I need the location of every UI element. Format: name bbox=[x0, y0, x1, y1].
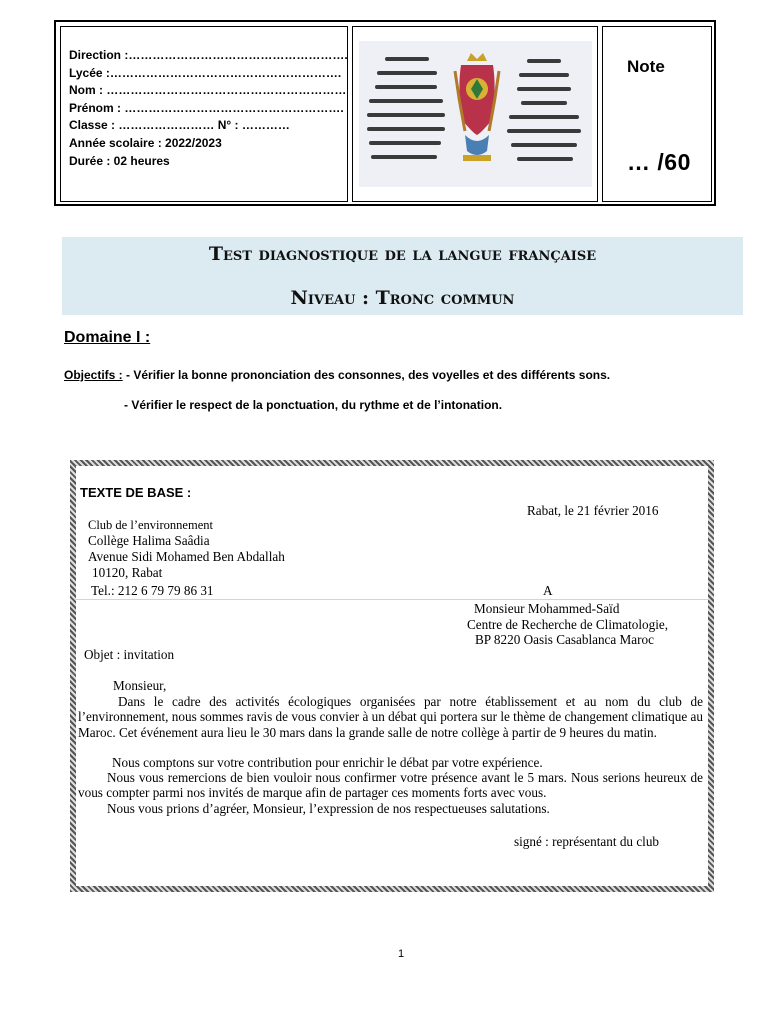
student-info-lines bbox=[69, 47, 348, 170]
recipient-to-label: A bbox=[543, 583, 553, 598]
letter-object: Objet : invitation bbox=[84, 647, 175, 662]
recipient-line: Monsieur Mohammed-Saïd bbox=[474, 601, 620, 616]
test-title: Test diagnostique de la langue française bbox=[208, 243, 597, 265]
note-label: Note bbox=[627, 57, 665, 76]
student-info-cell bbox=[60, 26, 348, 202]
objective-item-2: - Vérifier le respect de la ponctuation, du rythme et de l’intonation. bbox=[124, 398, 503, 412]
classe-line: Classe : …………………… N° : ………… bbox=[69, 118, 290, 133]
objective-item-1: - Vérifier la bonne prononciation des consonnes, des voyelles et des différents sons. bbox=[122, 368, 611, 382]
header-table bbox=[54, 20, 716, 206]
sender-line: Collège Halima Saâdia bbox=[88, 533, 210, 548]
page-number: 1 bbox=[398, 948, 405, 960]
divider bbox=[76, 599, 710, 600]
lycee-line: Lycée :…………………………………………………. bbox=[69, 65, 342, 80]
ministry-logo-cell bbox=[352, 26, 598, 202]
prenom-line: Prénom : ………………………………………………. bbox=[69, 100, 344, 115]
letter-paragraph: Nous vous prions d’agréer, Monsieur, l’expression de nos respectueuses salutations. bbox=[107, 801, 550, 816]
objectives-label: Objectifs : bbox=[64, 368, 123, 382]
sender-line: Tel.: 212 6 79 79 86 31 bbox=[91, 583, 214, 598]
coat-of-arms-icon bbox=[453, 51, 501, 169]
objectives-line-1 bbox=[64, 368, 610, 382]
recipient-line: BP 8220 Oasis Casablanca Maroc bbox=[475, 632, 654, 647]
letter-date: Rabat, le 21 février 2016 bbox=[527, 503, 659, 518]
title-band bbox=[62, 237, 743, 315]
note-cell bbox=[602, 26, 712, 202]
duree-line: Durée : 02 heures bbox=[69, 153, 170, 168]
sender-line: 10120, Rabat bbox=[92, 565, 163, 580]
direction-line: Direction :………………………………………………. bbox=[69, 48, 348, 62]
note-score: … /60 bbox=[627, 149, 691, 175]
letter-salutation: Monsieur, bbox=[113, 678, 167, 693]
annee-line: Année scolaire : 2022/2023 bbox=[69, 135, 222, 150]
level-title: Niveau : Tronc commun bbox=[290, 287, 515, 309]
letter-heading: TEXTE DE BASE : bbox=[80, 485, 192, 500]
sender-line: Avenue Sidi Mohamed Ben Abdallah bbox=[88, 549, 285, 564]
letter-signature: signé : représentant du club bbox=[514, 834, 660, 849]
letter-paragraph: Nous vous remercions de bien vouloir nous confirmer votre présence avant le 5 mars. Nous serions heureux de vous compter parmi nos invités de marque afin de partager ces moments forts avec vous. bbox=[78, 770, 703, 801]
nom-line: Nom : …………………………………………………… bbox=[69, 83, 347, 98]
domain-heading: Domaine I : bbox=[64, 329, 151, 346]
recipient-line: Centre de Recherche de Climatologie, bbox=[467, 617, 669, 632]
ministry-logo bbox=[359, 41, 592, 187]
letter-paragraph: Nous comptons sur votre contribution pour enrichir le débat par votre expérience. bbox=[112, 755, 543, 770]
letter-paragraph: Dans le cadre des activités écologiques organisées par notre établissement et au nom du club de l’environnement, nous sommes ravis de vous convier à un débat qui portera sur le thème de changement climatique au Maroc. Cet événement aura lieu le 30 mars dans la grande salle de notre collège à partir de 9 heures du matin. bbox=[78, 694, 703, 740]
sender-line: Club de l’environnement bbox=[88, 518, 213, 532]
